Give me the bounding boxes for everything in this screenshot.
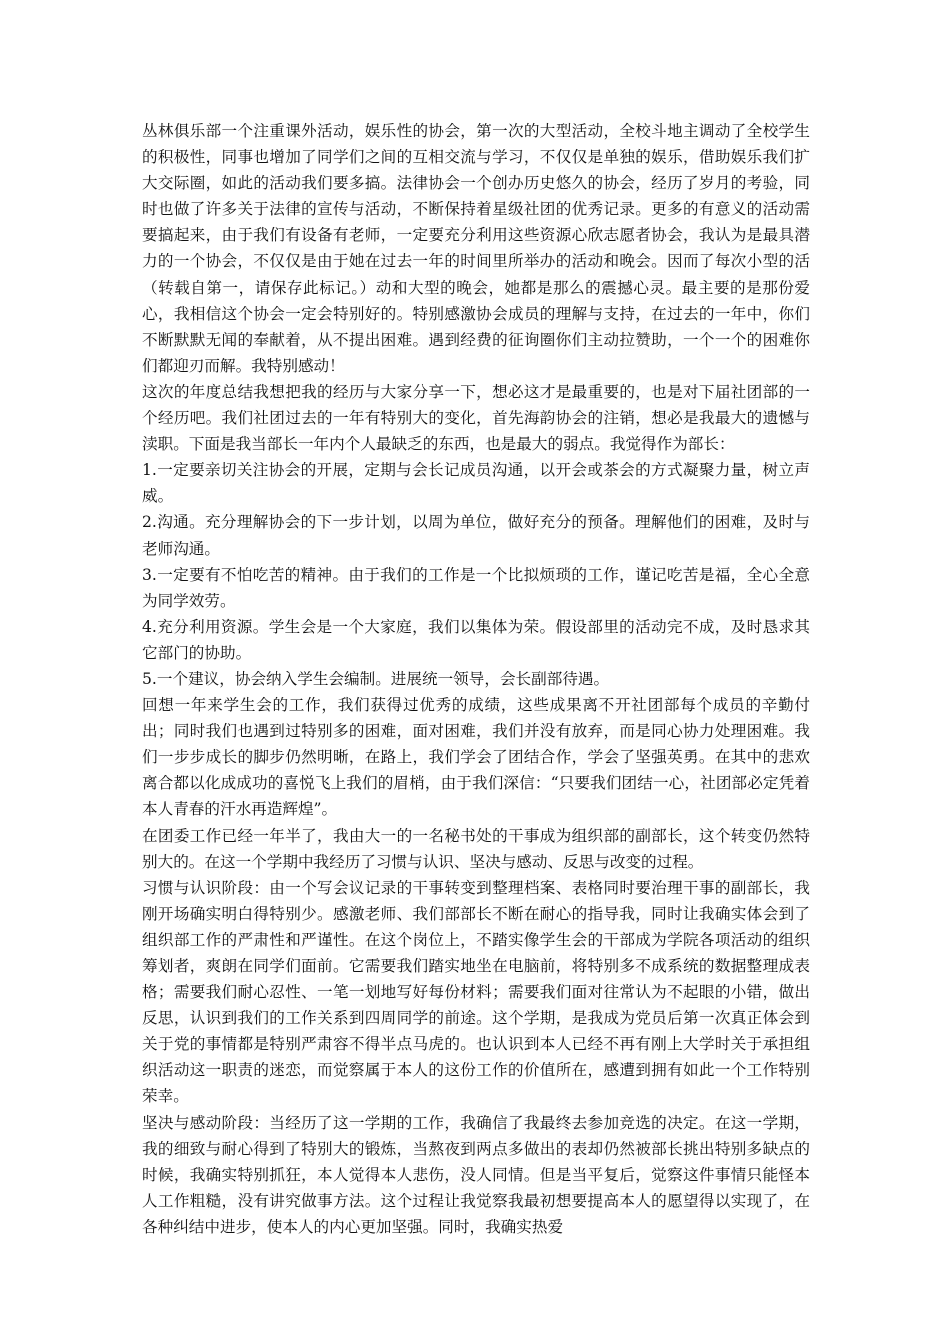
paragraph-point-3: 3.一定要有不怕吃苦的精神。由于我们的工作是一个比拟烦琐的工作，谨记吃苦是福，全心全意为同学效劳。 (142, 565, 810, 610)
paragraph-point-4: 4.充分利用资源。学生会是一个大家庭，我们以集体为荣。假设部里的活动完不成，及时恳求其它部门的协助。 (142, 617, 810, 662)
paragraph-point-5: 5.一个建议，协会纳入学生会编制。进展统一领导，会长副部待遇。 (142, 669, 610, 688)
paragraph-point-2: 2.沟通。充分理解协会的下一步计划，以周为单位，做好充分的预备。理解他们的困难，及时与老师沟通。 (142, 513, 810, 558)
document-body (142, 118, 810, 1240)
paragraph-league-work: 在团委工作已经一年半了，我由大一的一名秘书处的干事成为组织部的副部长，这个转变仍然特别大的。在这一个学期中我经历了习惯与认识、坚决与感动、反思与改变的过程。 (142, 826, 810, 871)
paragraph-year-review: 回想一年来学生会的工作，我们获得过优秀的成绩，这些成果离不开社团部每个成员的辛勤付出；同时我们也遇到过特别多的困难，面对困难，我们并没有放弃，而是同心协力处理困难。我们一步步成长的脚步仍然明晰，在路上，我们学会了团结合作，学会了坚强英勇。在其中的悲欢离合都以化成成功的喜悦飞上我们的眉梢，由于我们深信：“只要我们团结一心，社团部必定凭着本人青春的汗水再造辉煌”。 (142, 696, 810, 819)
paragraph-point-1: 1.一定要亲切关注协会的开展，定期与会长记成员沟通，以开会或茶会的方式凝聚力量，树立声威。 (142, 461, 810, 506)
paragraph-annual-summary: 这次的年度总结我想把我的经历与大家分享一下，想必这才是最重要的，也是对下届社团部的一个经历吧。我们社团过去的一年有特别大的变化，首先海韵协会的注销，想必是我最大的遗憾与渎职。下面是我当部长一年内个人最缺乏的东西，也是最大的弱点。我觉得作为部长： (142, 382, 810, 454)
paragraph-resolve-stage: 坚决与感动阶段：当经历了这一学期的工作，我确信了我最终去参加竞选的决定。在这一学期，我的细致与耐心得到了特别大的锻炼，当熬夜到两点多做出的表却仍然被部长挑出特别多缺点的时候，我确实特别抓狂，本人觉得本人悲伤，没人同情。但是当平复后，觉察这件事情只能怪本人工作粗糙，没有讲究做事方法。这个过程让我觉察我最初想要提高本人的愿望得以实现了，在各种纠结中进步，使本人的内心更加坚强。同时，我确实热爱 (142, 1113, 810, 1236)
paragraph-clubs-overview: 丛林俱乐部一个注重课外活动，娱乐性的协会，第一次的大型活动，全校斗地主调动了全校学生的积极性，同事也增加了同学们之间的互相交流与学习，不仅仅是单独的娱乐，借助娱乐我们扩大交际圈，如此的活动我们要多搞。法律协会一个创办历史悠久的协会，经历了岁月的考验，同时也做了许多关于法律的宣传与活动，不断保持着星级社团的优秀记录。更多的有意义的活动需要搞起来，由于我们有设备有老师，一定要充分利用这些资源心欣志愿者协会，我认为是最具潜力的一个协会，不仅仅是由于她在过去一年的时间里所举办的活动和晚会。因而了每次小型的活（转载自第一，请保存此标记。）动和大型的晚会，她都是那么的震撼心灵。最主要的是那份爱心，我相信这个协会一定会特别好的。特别感激协会成员的理解与支持，在过去的一年中，你们不断默默无闻的奉献着，从不提出困难。遇到经费的征询圈你们主动拉赞助，一个一个的困难你们都迎刃而解。我特别感动！ (142, 122, 810, 375)
paragraph-habit-stage: 习惯与认识阶段：由一个写会议记录的干事转变到整理档案、表格同时要治理干事的副部长，我刚开场确实明白得特别少。感激老师、我们部部长不断在耐心的指导我，同时让我确实体会到了组织部工作的严肃性和严谨性。在这个岗位上，不踏实像学生会的干部成为学院各项活动的组织筹划者，爽朗在同学们面前。它需要我们踏实地坐在电脑前，将特别多不成系统的数据整理成表格；需要我们耐心忍性、一笔一划地写好每份材料；需要我们面对往常认为不起眼的小错，做出反思，认识到我们的工作关系到四周同学的前途。这个学期，是我成为党员后第一次真正体会到关于党的事情都是特别严肃容不得半点马虎的。也认识到本人已经不再有刚上大学时关于承担组织活动这一职责的迷恋，而觉察属于本人的这份工作的价值所在，感遭到拥有如此一个工作特别荣幸。 (142, 878, 810, 1106)
